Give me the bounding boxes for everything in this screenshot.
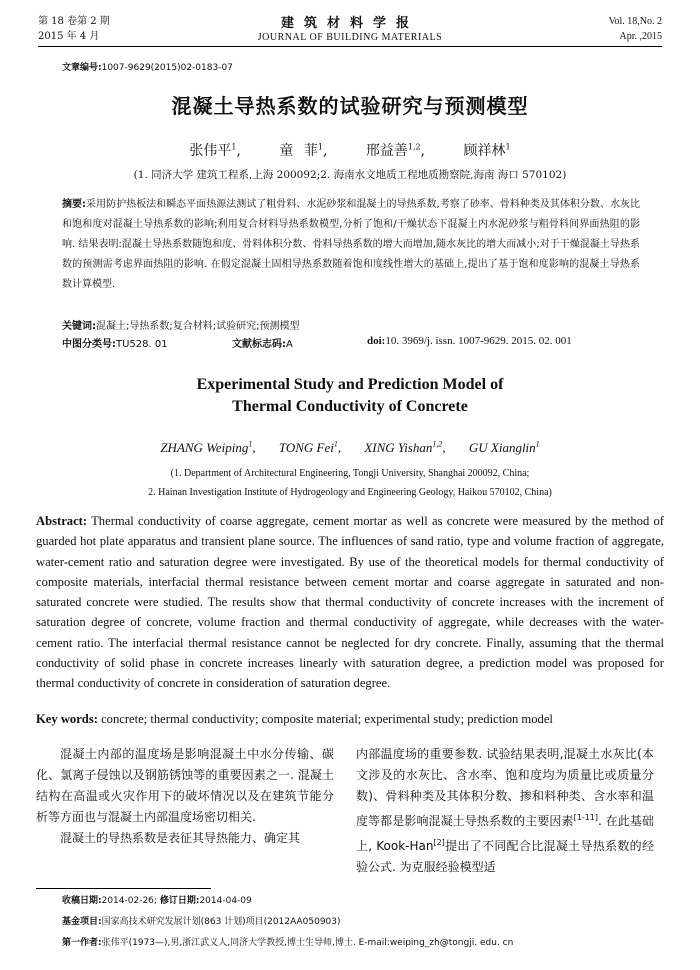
footnote-first-author: 第一作者:张伟平(1973—),男,浙江武义人,同济大学教授,博士生导师,博士. E-mail:weiping_zh@tongji. edu. cn: [62, 938, 514, 948]
article-number-value: 1007-9629(2015)02-0183-07: [101, 63, 233, 73]
author-cn: 顾祥林$^1$: [463, 142, 511, 159]
keywords-cn: [62, 317, 299, 332]
abstract-en-label: Abstract:: [36, 514, 88, 528]
clc-label: 中图分类号:: [62, 339, 116, 350]
journal-title-en: JOURNAL OF BUILDING MATERIALS: [257, 32, 443, 43]
body-column-right: [356, 744, 654, 878]
title-en: [0, 374, 700, 418]
author-en: XING Yishan$^{1,2}$,: [364, 440, 446, 456]
body-paragraph: 混凝土内部的温度场是影响混凝土中水分传输、碳化、氯离子侵蚀以及钢筋锈蚀等的重要因素之一. 混凝土结构在高温或火灾作用下的破坏情况以及在建筑节能分析等方面也与混凝土内部温度场密切相关.: [36, 747, 334, 824]
header-rule: [38, 46, 662, 47]
author-en: TONG Fei$^1$,: [278, 440, 342, 456]
footnote-dates: 收稿日期:2014-02-26; 修订日期:2014-04-09: [62, 896, 252, 906]
title-cn: 混凝土导热系数的试验研究与预测模型: [171, 94, 529, 118]
header-right: [609, 14, 662, 44]
authors-cn: [0, 140, 700, 160]
citation-ref: [1-11]: [573, 813, 598, 822]
keywords-en: [36, 712, 553, 727]
volume-cn: 第 18 卷第 2 期: [38, 16, 110, 27]
keywords-en-text: concrete; thermal conductivity; composite material; experimental study; prediction model: [101, 712, 553, 726]
date-cn: 2015 年 4 月: [38, 31, 100, 42]
author-en: ZHANG Weiping$^1$,: [160, 440, 256, 456]
affiliation-en: [0, 464, 700, 502]
affiliation-en-line2: 2. Hainan Investigation Institute of Hydrogeology and Engineering Geology, Haikou 570102, China): [148, 487, 552, 498]
abstract-cn: [62, 195, 640, 295]
author-cn: 童 菲$^1$,: [279, 142, 328, 159]
keywords-cn-label: 关键词:: [62, 321, 96, 332]
body-paragraph: 内部温度场的重要参数. 试验结果表明,混凝土水灰比(本文涉及的水灰比、含水率、饱和度均为质量比或质量分数)、骨料种类及其体积分数、掺和料种类、含水率和温度等都是影响混凝土导热系数的主要因素[1-11]. 在此基础上, Kook-Han[2]提出了不同配合比混凝土导热系数的经验公式. 为克服经验模型适: [356, 747, 654, 874]
doc-code-value: A: [286, 339, 293, 350]
date-en: Apr. ,2015: [619, 31, 662, 42]
title-en-line1: Experimental Study and Prediction Model of: [196, 376, 504, 393]
body-paragraph: 混凝土的导热系数是表征其导热能力、确定其: [60, 831, 301, 845]
journal-title-cn: 建筑材料学报: [280, 16, 419, 31]
article-number: [62, 60, 233, 73]
footnotes: [62, 891, 513, 954]
keywords-cn-text: 混凝土;导热系数;复合材料;试验研究;预测模型: [96, 321, 300, 332]
clc-value: TU528. 01: [116, 339, 168, 350]
doc-code-label: 文献标志码:: [232, 339, 286, 350]
author-cn: 张伟平$^1$,: [189, 142, 241, 159]
article-number-label: 文章编号:: [62, 63, 102, 73]
footnote-rule: [36, 888, 211, 889]
authors-en: [0, 440, 700, 456]
doi-value: 10. 3969/j. issn. 1007-9629. 2015. 02. 001: [385, 335, 572, 347]
author-cn: 邢益善$^{1,2}$,: [365, 142, 426, 159]
volume-en: Vol. 18,No. 2: [608, 16, 662, 27]
body-column-left: [36, 744, 334, 849]
author-en: GU Xianglin$^1$: [468, 440, 540, 456]
affiliation-en-line1: (1. Department of Architectural Engineering, Tongji University, Shanghai 200092, China;: [170, 468, 530, 479]
abstract-en-text: Thermal conductivity of coarse aggregate, cement mortar as well as concrete were measured by the method of guarded hot plate apparatus and transient plane source. The influences of sand ratio, type and volume fraction of aggregate, water-cement ratio and saturation degree were investigated. By use of the theoretical models for thermal conductivity of composite materials, interfacial thermal resistance between cement mortar and coarse aggregate in saturated and non-saturated concrete were studied. The results show that thermal conductivity of concrete increases with the increment of saturation degree of concrete, volume fraction and thermal conductivity of aggregate, while decreases with the water-cement ratio. The interfacial thermal resistance cannot be neglected for dry concrete. Finally, assuming that the thermal conductivity of solid phase in concrete increases linearly with saturation degree, a prediction model was proposed for thermal conductivity of concrete in consideration of saturation degree.: [36, 514, 665, 691]
title-en-line2: Thermal Conductivity of Concrete: [232, 398, 468, 415]
citation-ref: [2]: [433, 838, 445, 847]
affiliation-cn: (1. 同济大学 建筑工程系,上海 200092;2. 海南水文地质工程地质勘察院,海南 海口 570102): [133, 169, 567, 181]
abstract-cn-label: 摘要:: [62, 199, 87, 210]
footnote-fund: 基金项目:国家高技术研究发展计划(863 计划)项目(2012AA050903): [62, 917, 341, 927]
abstract-cn-text: 采用防护热板法和瞬态平面热源法测试了粗骨料、水泥砂浆和混凝土的导热系数,考察了砂率、骨料种类及其体积分数、水灰比和饱和度对混凝土导热系数的影响;利用复合材料导热系数模型,分析了饱和/干燥状态下混凝土内水泥砂浆与粗骨料间界面热阻的影响. 结果表明:混凝土导热系数随饱和度、骨料体积分数、骨料导热系数的增大而增加,随水灰比的增大而减小;对于干燥混凝土导热系数的预测需考虑界面热阻的影响. 在假定混凝土固相导热系数随着饱和度线性增大的基础上,提出了基于饱和度影响的混凝土导热系数计算模型.: [62, 199, 640, 290]
keywords-en-label: Key words:: [36, 712, 98, 726]
header-center: [0, 12, 700, 43]
doi-label: doi:: [367, 335, 386, 347]
abstract-en: [36, 511, 664, 694]
